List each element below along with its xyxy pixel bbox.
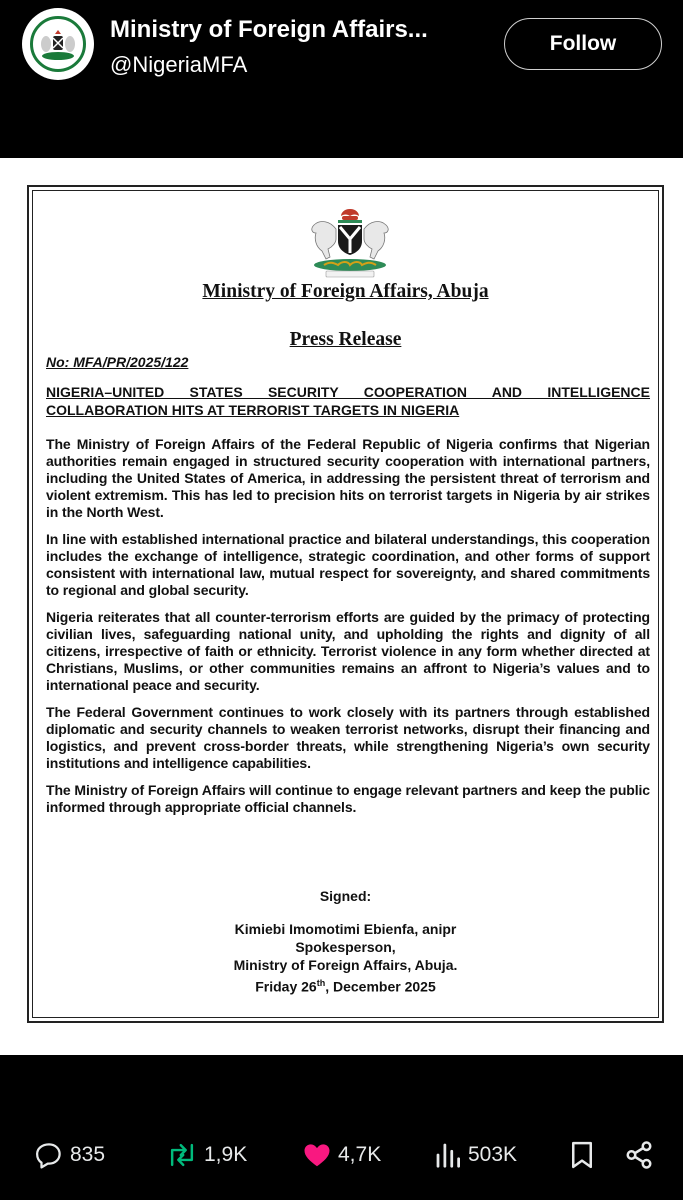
account-name[interactable]: Ministry of Foreign Affairs... [110,16,428,43]
views-count: 503K [468,1143,518,1166]
heart-icon [302,1140,332,1170]
views-icon [434,1140,462,1170]
post-image[interactable] [0,158,683,1055]
bookmark-icon [568,1140,596,1170]
follow-button[interactable]: Follow [504,18,662,70]
coat-of-arms-icon [30,16,86,72]
bookmark-button[interactable] [568,1137,596,1173]
repost-count: 1,9K [204,1143,248,1166]
share-button[interactable] [624,1137,654,1173]
views-button[interactable] [434,1137,517,1173]
signed-label: Signed: [319,888,372,904]
headline: NIGERIA–UNITED STATES SECURITY COOPERATION AND INTELLIGENCE COLLABORATION HITS AT TERRORIST TARGETS IN NIGERIA [46,384,650,418]
paragraph: In line with established international practice and bilateral understandings, this cooperation includes the exchange of intelligence, strategic coordination, and other forms of support consistent with international law, mutual respect for sovereignty, and shared commitments to regional and global security. [46,531,650,598]
coat-of-arms-icon [298,207,402,279]
reply-icon [34,1140,64,1170]
action-bar [0,1055,683,1200]
repost-button[interactable] [166,1137,247,1173]
date-prefix: Friday 26 [255,978,317,995]
press-release-title: Press Release [289,329,402,350]
release-date [33,974,658,996]
signatory-name: Kimiebi Imomotimi Ebienfa, anipr [234,921,457,937]
date-rest: , December 2025 [325,978,436,995]
signature-block [33,920,658,996]
signatory-role: Spokesperson, [295,939,396,955]
reply-count: 835 [70,1143,106,1166]
signatory-org: Ministry of Foreign Affairs, Abuja. [233,957,458,973]
paragraph: Nigeria reiterates that all counter-terrorism efforts are guided by the primacy of protecting civilian lives, safeguarding national unity, and upholding the rights and dignity of all citizens, irrespective of faith or ethnicity. Terrorist violence in any form whether directed at Christians, Muslims, or other communities remains an affront to Nigeria’s values and to international peace and security. [46,609,650,693]
ministry-title: Ministry of Foreign Affairs, Abuja [202,281,489,302]
share-icon [624,1140,654,1170]
like-count: 4,7K [338,1143,382,1166]
account-handle[interactable]: @NigeriaMFA [110,52,248,77]
repost-icon [166,1140,198,1170]
document-body [46,436,650,826]
document-page [32,190,659,1018]
avatar[interactable] [22,8,94,80]
like-button[interactable] [302,1137,381,1173]
post-header [0,0,683,158]
paragraph: The Federal Government continues to work closely with its partners through established diplomatic and security channels to weaken terrorist networks, disrupt their financing and logistics, and prevent cross-border threats, while strengthening Nigeria’s own security institutions and intelligence capabilities. [46,704,650,771]
document-frame [27,185,664,1023]
reference-number: No: MFA/PR/2025/122 [46,354,189,370]
paragraph: The Ministry of Foreign Affairs of the Federal Republic of Nigeria confirms that Nigerian authorities remain engaged in structured security cooperation with international partners, including the United States of America, in addressing the persistent threat of terrorism and violent extremism. This has led to precision hits on terrorist targets in Nigeria by air strikes in the North West. [46,436,650,520]
date-suffix: th [316,978,326,988]
reply-button[interactable] [34,1137,105,1173]
paragraph: The Ministry of Foreign Affairs will continue to engage relevant partners and keep the public informed through appropriate official channels. [46,782,650,815]
